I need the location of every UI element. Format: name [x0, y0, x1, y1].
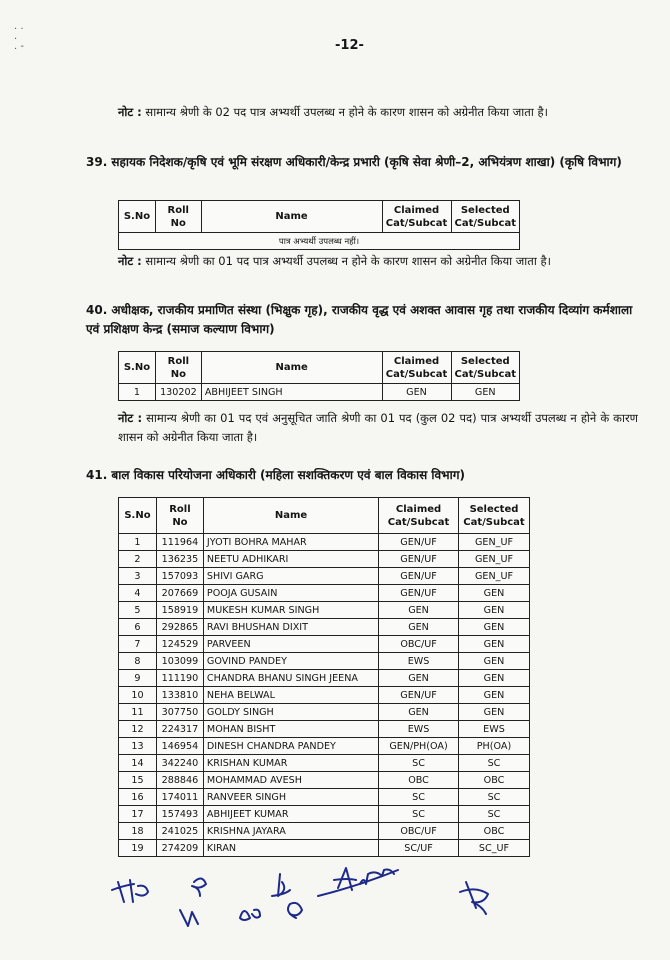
cell-name: PARVEEN [203, 636, 378, 653]
page-number: -12- [335, 38, 364, 53]
cell-sno: 15 [119, 772, 157, 789]
cell-selected: GEN_UF [458, 551, 529, 568]
cell-selected: GEN_UF [458, 534, 529, 551]
cell-claimed: SC [379, 789, 459, 806]
table-row [119, 704, 530, 721]
header-name: Name [203, 498, 378, 534]
cell-selected: GEN [451, 384, 519, 401]
cell-selected: GEN [458, 602, 529, 619]
cell-selected: GEN [458, 687, 529, 704]
cell-sno: 13 [119, 738, 157, 755]
cell-name: CHANDRA BHANU SINGH JEENA [203, 670, 378, 687]
cell-sno: 12 [119, 721, 157, 738]
cell-name: KRISHNA JAYARA [203, 823, 378, 840]
cell-selected: OBC [458, 772, 529, 789]
cell-claimed: GEN [379, 670, 459, 687]
cell-roll: 111190 [156, 670, 203, 687]
cell-roll: 111964 [156, 534, 203, 551]
cell-claimed: GEN/UF [379, 534, 459, 551]
cell-claimed: GEN [379, 619, 459, 636]
cell-claimed: SC/UF [379, 840, 459, 857]
cell-name: NEHA BELWAL [203, 687, 378, 704]
cell-claimed: EWS [379, 721, 459, 738]
empty-message: पात्र अभ्यर्थी उपलब्ध नहीं। [119, 233, 520, 250]
signature-2 [180, 878, 206, 926]
table-39 [118, 200, 520, 250]
section-40-heading: 40. अधीक्षक, राजकीय प्रमाणित संस्था (भिक्षुक गृह), राजकीय वृद्ध एवं अशक्त आवास गृह तथा राजकीय दिव्यांग कर्मशाला एवं प्रशिक्षण केन्द्र (समाज कल्याण विभाग) [86, 303, 633, 336]
table-row [119, 585, 530, 602]
cell-selected: GEN [458, 653, 529, 670]
table-row [119, 636, 530, 653]
cell-name: RAVI BHUSHAN DIXIT [203, 619, 378, 636]
header-claimed: Claimed Cat/Subcat [382, 352, 451, 384]
signature-6 [318, 870, 398, 896]
cell-sno: 4 [119, 585, 157, 602]
cell-roll: 292865 [156, 619, 203, 636]
cell-claimed: EWS [379, 653, 459, 670]
cell-selected: SC [458, 806, 529, 823]
cell-roll: 224317 [156, 721, 203, 738]
cell-sno: 2 [119, 551, 157, 568]
cell-name: DINESH CHANDRA PANDEY [203, 738, 378, 755]
cell-name: ABHIJEET SINGH [201, 384, 382, 401]
cell-name: GOLDY SINGH [203, 704, 378, 721]
cell-sno: 6 [119, 619, 157, 636]
note-1 [118, 103, 638, 122]
cell-roll: 174011 [156, 789, 203, 806]
header-sno: S.No [119, 498, 157, 534]
cell-claimed: SC [379, 755, 459, 772]
cell-roll: 133810 [156, 687, 203, 704]
note-1-label: नोट : [118, 105, 142, 119]
cell-sno: 14 [119, 755, 157, 772]
cell-name: RANVEER SINGH [203, 789, 378, 806]
cell-claimed: GEN/UF [379, 551, 459, 568]
table-40 [118, 351, 520, 401]
cell-sno: 9 [119, 670, 157, 687]
table-row [119, 534, 530, 551]
cell-claimed: GEN/UF [379, 568, 459, 585]
header-name: Name [201, 201, 382, 233]
signature-5 [334, 868, 394, 890]
cell-name: SHIVI GARG [203, 568, 378, 585]
cell-selected: SC_UF [458, 840, 529, 857]
cell-selected: GEN [458, 585, 529, 602]
header-sno: S.No [119, 352, 156, 384]
cell-selected: SC [458, 755, 529, 772]
cell-name: KRISHAN KUMAR [203, 755, 378, 772]
note-2 [118, 252, 638, 271]
header-claimed: Claimed Cat/Subcat [382, 201, 451, 233]
header-roll: Roll No [155, 352, 201, 384]
cell-roll: 241025 [156, 823, 203, 840]
cell-selected: GEN [458, 619, 529, 636]
cell-roll: 146954 [156, 738, 203, 755]
cell-selected: PH(OA) [458, 738, 529, 755]
cell-roll: 158919 [156, 602, 203, 619]
header-selected: Selected Cat/Subcat [458, 498, 529, 534]
note-3-text: सामान्य श्रेणी का 01 पद एवं अनुसूचित जाति श्रेणी का 01 पद (कुल 02 पद) पात्र अभ्यर्थी उपलब्ध न होने के कारण शासन को अग्रेनीत किया जाता है। [118, 411, 639, 444]
cell-roll: 274209 [156, 840, 203, 857]
cell-name: NEETU ADHIKARI [203, 551, 378, 568]
section-41-heading: 41. बाल विकास परियोजना अधिकारी (महिला सशक्तिकरण एवं बाल विकास विभाग) [86, 468, 465, 482]
header-sno: S.No [119, 201, 156, 233]
cell-sno: 7 [119, 636, 157, 653]
cell-name: GOVIND PANDEY [203, 653, 378, 670]
table-row [119, 772, 530, 789]
handwritten-signatures [0, 860, 670, 950]
table-41 [118, 497, 530, 857]
cell-roll: 342240 [156, 755, 203, 772]
signature-4 [272, 874, 302, 918]
cell-selected: GEN [458, 704, 529, 721]
note-1-text: सामान्य श्रेणी के 02 पद पात्र अभ्यर्थी उपलब्ध न होने के कारण शासन को अग्रेनीत किया जाता है। [145, 105, 548, 119]
cell-claimed: GEN [379, 704, 459, 721]
cell-roll: 124529 [156, 636, 203, 653]
table-row [119, 384, 520, 401]
cell-roll: 130202 [155, 384, 201, 401]
cell-sno: 3 [119, 568, 157, 585]
table-row [119, 551, 530, 568]
header-roll: Roll No [155, 201, 201, 233]
cell-claimed: OBC/UF [379, 636, 459, 653]
cell-sno: 11 [119, 704, 157, 721]
table-row [119, 602, 530, 619]
table-row [119, 670, 530, 687]
note-3 [118, 409, 638, 447]
cell-claimed: SC [379, 806, 459, 823]
note-2-label: नोट : [118, 254, 142, 268]
cell-sno: 17 [119, 806, 157, 823]
cell-selected: OBC [458, 823, 529, 840]
cell-sno: 1 [119, 384, 156, 401]
cell-roll: 157093 [156, 568, 203, 585]
signature-7 [460, 882, 488, 914]
cell-sno: 16 [119, 789, 157, 806]
cell-name: MOHAMMAD AVESH [203, 772, 378, 789]
cell-sno: 1 [119, 534, 157, 551]
table-row [119, 653, 530, 670]
header-selected: Selected Cat/Subcat [451, 352, 519, 384]
cell-sno: 8 [119, 653, 157, 670]
note-3-label: नोट : [118, 411, 143, 425]
cell-roll: 136235 [156, 551, 203, 568]
signature-1 [112, 880, 148, 902]
table-row [119, 806, 530, 823]
cell-sno: 18 [119, 823, 157, 840]
header-claimed: Claimed Cat/Subcat [379, 498, 459, 534]
cell-claimed: GEN [379, 602, 459, 619]
cell-claimed: GEN [382, 384, 451, 401]
cell-name: JYOTI BOHRA MAHAR [203, 534, 378, 551]
cell-name: MOHAN BISHT [203, 721, 378, 738]
cell-selected: GEN [458, 670, 529, 687]
cell-roll: 307750 [156, 704, 203, 721]
cell-claimed: OBC/UF [379, 823, 459, 840]
cell-sno: 19 [119, 840, 157, 857]
cell-sno: 10 [119, 687, 157, 704]
table-row [119, 568, 530, 585]
cell-claimed: GEN/PH(OA) [379, 738, 459, 755]
table-row [119, 789, 530, 806]
cell-claimed: OBC [379, 772, 459, 789]
section-39-heading: 39. सहायक निदेशक/कृषि एवं भूमि संरक्षण अधिकारी/केन्द्र प्रभारी (कृषि सेवा श्रेणी–2, अभियंत्रण शाखा) (कृषि विभाग) [86, 155, 622, 169]
cell-roll: 157493 [156, 806, 203, 823]
cell-selected: GEN [458, 636, 529, 653]
header-roll: Roll No [156, 498, 203, 534]
cell-claimed: GEN/UF [379, 687, 459, 704]
cell-roll: 288846 [156, 772, 203, 789]
table-row [119, 619, 530, 636]
table-row [119, 687, 530, 704]
cell-roll: 207669 [156, 585, 203, 602]
cell-selected: GEN_UF [458, 568, 529, 585]
corner-marks: . . . . - [14, 21, 24, 52]
table-row [119, 721, 530, 738]
cell-name: ABHIJEET KUMAR [203, 806, 378, 823]
header-name: Name [201, 352, 382, 384]
header-selected: Selected Cat/Subcat [451, 201, 519, 233]
cell-sno: 5 [119, 602, 157, 619]
cell-selected: SC [458, 789, 529, 806]
table-row [119, 738, 530, 755]
cell-name: KIRAN [203, 840, 378, 857]
table-row [119, 840, 530, 857]
note-2-text: सामान्य श्रेणी का 01 पद पात्र अभ्यर्थी उपलब्ध न होने के कारण शासन को अग्रेनीत किया जाता है। [145, 254, 551, 268]
table-row [119, 755, 530, 772]
cell-name: MUKESH KUMAR SINGH [203, 602, 378, 619]
signature-3 [240, 910, 260, 920]
cell-name: POOJA GUSAIN [203, 585, 378, 602]
cell-selected: EWS [458, 721, 529, 738]
table-row [119, 823, 530, 840]
cell-roll: 103099 [156, 653, 203, 670]
cell-claimed: GEN/UF [379, 585, 459, 602]
